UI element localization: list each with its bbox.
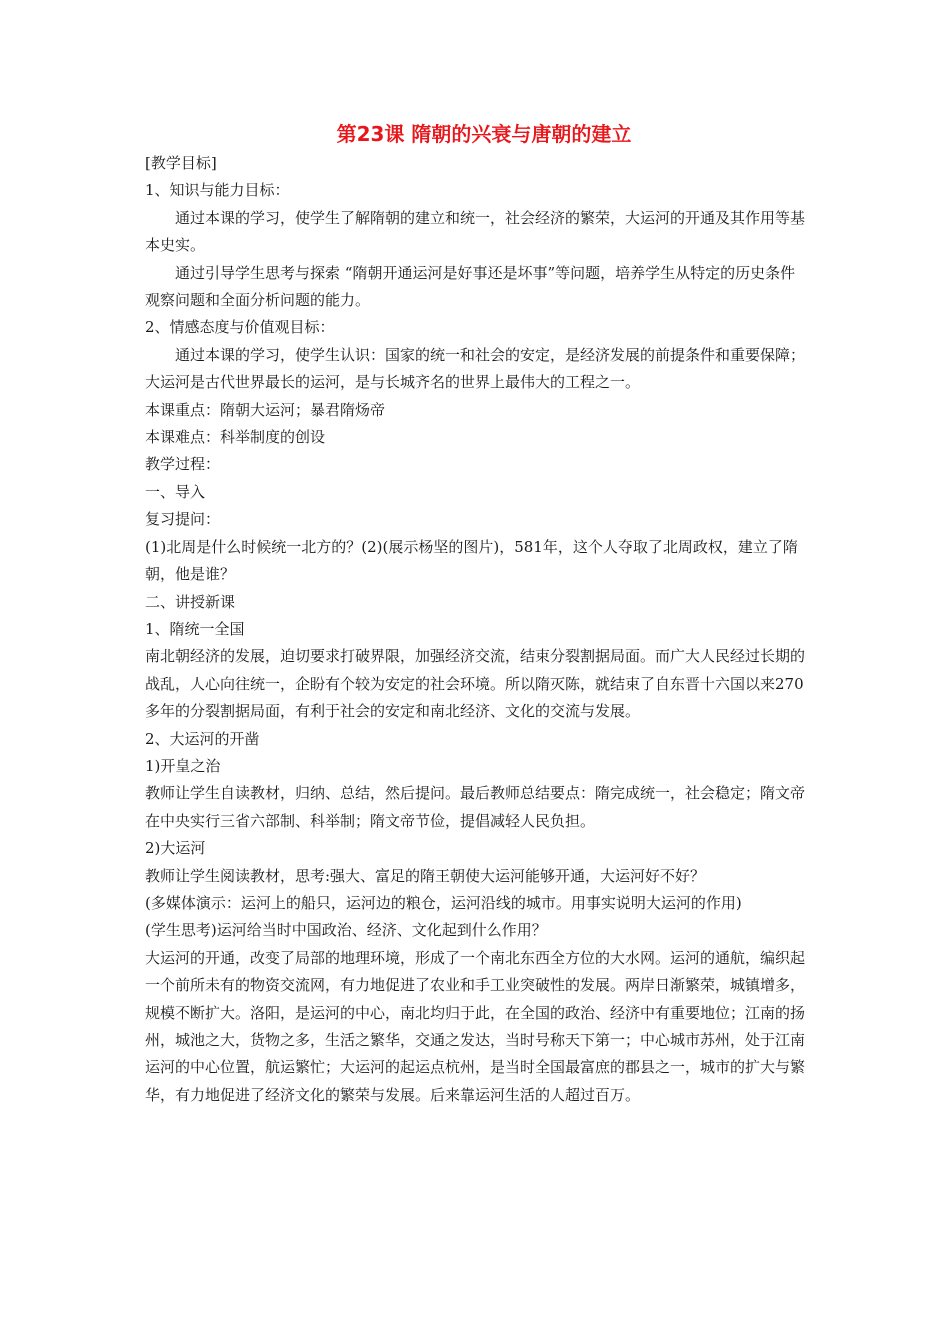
paragraph: 教师让学生自读教材，归纳、总结，然后提问。最后教师总结要点：隋完成统一，社会稳定；隋文帝在中央实行三省六部制、科举制；隋文帝节俭，提倡减轻人民负担。 bbox=[145, 784, 806, 830]
paragraph: 本课难点：科举制度的创设 bbox=[145, 428, 326, 447]
paragraph: 大运河的开通，改变了局部的地理环境，形成了一个南北东西全方位的大水网。运河的通航，编织起一个前所未有的物资交流网，有力地促进了农业和手工业突破性的发展。两岸日渐繁荣，城镇增多，规模不断扩大。洛阳，是运河的中心，南北均归于此，在全国的政治、经济中有重要地位；江南的扬州，城池之大，货物之多，生活之繁华，交通之发达，当时号称天下第一；中心城市苏州，处于江南运河的中心位置，航运繁忙；大运河的起运点杭州，是当时全国最富庶的郡县之一，城市的扩大与繁华，有力地促进了经济文化的繁荣与发展。后来靠运河生活的人超过百万。 bbox=[145, 948, 806, 1104]
paragraph: (学生思考)运河给当时中国政治、经济、文化起到什么作用？ bbox=[145, 921, 547, 940]
paragraph: 本课重点：隋朝大运河；暴君隋炀帝 bbox=[145, 400, 386, 419]
paragraph: 2、情感态度与价值观目标： bbox=[145, 318, 335, 337]
paragraph: 2)大运河 bbox=[145, 839, 206, 858]
paragraph: 通过本课的学习，使学生认识：国家的统一和社会的安定，是经济发展的前提条件和重要保障；大运河是古代世界最长的运河，是与长城齐名的世界上最伟大的工程之一。 bbox=[145, 345, 806, 392]
paragraph: 1、隋统一全国 bbox=[145, 619, 245, 638]
paragraph: 通过引导学生思考与探索 “隋朝开通运河是好事还是坏事”等问题，培养学生从特定的历史条件观察问题和全面分析问题的能力。 bbox=[145, 263, 796, 310]
paragraph: 复习提问： bbox=[145, 510, 221, 529]
paragraph: 1、知识与能力目标： bbox=[145, 181, 290, 200]
paragraph: 教师让学生阅读教材，思考:强大、富足的隋王朝使大运河能够开通，大运河好不好？ bbox=[145, 866, 706, 885]
paragraph: 1)开皇之治 bbox=[145, 756, 221, 775]
paragraph-list bbox=[145, 150, 807, 1109]
paragraph: 一、导入 bbox=[145, 482, 206, 501]
paragraph: 通过本课的学习，使学生了解隋朝的建立和统一，社会经济的繁荣，大运河的开通及其作用等基本史实。 bbox=[145, 208, 806, 255]
paragraph: 教学过程： bbox=[145, 455, 221, 474]
paragraph: (多媒体演示：运河上的船只，运河边的粮仓，运河沿线的城市。用事实说明大运河的作用) bbox=[145, 893, 742, 912]
paragraph: 南北朝经济的发展，迫切要求打破界限，加强经济交流，结束分裂割据局面。而广大人民经过长期的战乱，人心向往统一，企盼有个较为安定的社会环境。所以隋灭陈，就结束了自东晋十六国以来270多年的分裂割据局面，有利于社会的安定和南北经济、文化的交流与发展。 bbox=[145, 647, 806, 721]
paragraph: [教学目标] bbox=[145, 154, 217, 172]
document-body bbox=[145, 118, 807, 1109]
paragraph: 二、讲授新课 bbox=[145, 592, 236, 611]
document-title: 第23课 隋朝的兴衰与唐朝的建立 bbox=[336, 122, 632, 146]
paragraph: 2、大运河的开凿 bbox=[145, 729, 260, 748]
paragraph: (1)北周是什么时候统一北方的？(2)(展示杨坚的图片)，581年，这个人夺取了北周政权，建立了隋朝，他是谁？ bbox=[145, 537, 798, 584]
